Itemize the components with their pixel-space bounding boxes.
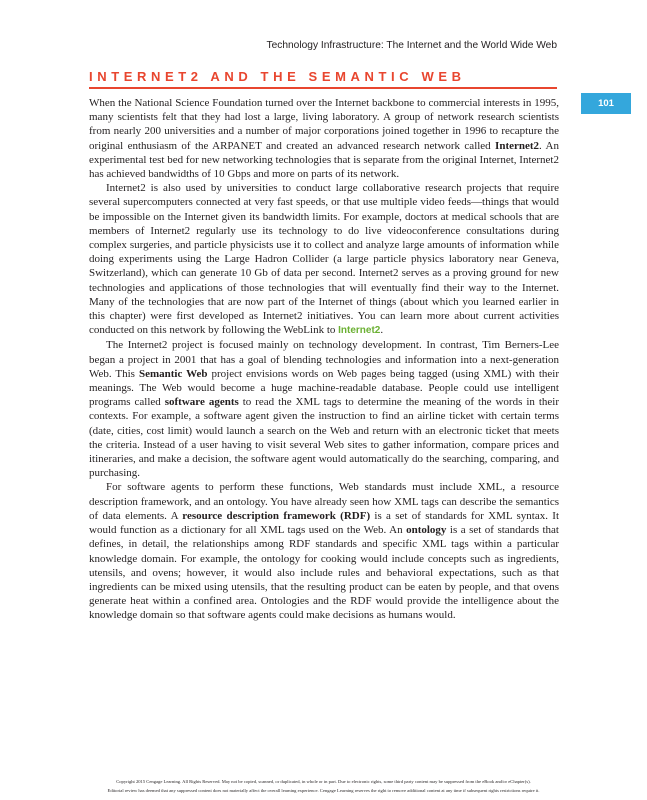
copyright-line-1: Copyright 2015 Cengage Learning. All Rights Reserved. May not be copied, scanned, or duplicated, in whole or in part. Due to electronic rights, some third party content may be suppressed from the eBook and/or eChapter(s).	[116, 779, 531, 784]
term-rdf: resource description framework (RDF)	[182, 509, 371, 522]
term-software-agents: software agents	[164, 396, 239, 409]
body-text	[89, 96, 559, 623]
weblink-internet2[interactable]: Internet2	[338, 325, 381, 337]
section-title-rule	[89, 87, 557, 89]
paragraph-1-text-1: When the National Science Foundation turned over the Internet backbone to commercial interests in 1995, many scientists felt that they had lost a large, living laboratory. A group of network research scientists from nearly 200 universities and a number of major corporations joined together in 1996 to recapture the original enthusiasm of the ARPANET and created an advanced research network called	[89, 97, 559, 152]
paragraph-4	[89, 480, 559, 622]
paragraph-3-text-3: to read the XML tags to determine the meaning of the words in their contexts. For example, a software agent given the instruction to find an airline ticket with certain terms (date, cities, cost limit) would launch a search on the Web and return with an electronic ticket that meets the criteria. Instead of a user having to visit several Web sites to gather information, compare prices and itineraries, and make a decision, the software agent would automatically do the searching, comparing, and purchasing.	[89, 396, 559, 480]
paragraph-3	[89, 338, 559, 480]
page-number: 101	[598, 98, 614, 109]
page-number-tab	[581, 93, 631, 114]
paragraph-1-text-2: . An experimental test bed for new networking technologies that is separate from the original Internet, Internet2 has achieved bandwidths of 10 Gbps and more on parts of its network.	[89, 139, 559, 181]
paragraph-3-text-2: project envisions words on Web pages being tagged (using XML) with their meanings. The Web would become a huge machine-readable database. People could use intelligent programs called	[89, 367, 560, 409]
paragraph-2-text-2: .	[380, 324, 384, 337]
paragraph-2-text-1: Internet2 is also used by universities to conduct large collaborative research projects that require several supercomputers connected at very fast speeds, or that use multiple video feeds—things that would be impossible on the Internet given its bandwidth limits. For example, doctors at medical schools that are members of Internet2 regularly use its technology to do live videoconference consultations during complex surgeries, and particle physicists use it to collect and analyze large amounts of information while doing experiments using the Large Hadron Collider (a large particle physics laboratory near Geneva, Switzerland), which can generate 10 Gb of data per second. Internet2 serves as a proving ground for new technologies and applications of those technologies that will eventually find their way to the Internet. Many of the technologies that are now part of the Internet of things (about which you learned earlier in this chapter) were first developed as Internet2 initiatives. You can learn more about current activities conducted on this network by following the WebLink to	[89, 182, 559, 337]
paragraph-4-text-1: For software agents to perform these functions, Web standards must include XML, a resource description framework, and an ontology. You have already seen how XML tags can describe the semantics of data elements. A	[89, 481, 559, 522]
copyright-footer	[0, 778, 647, 795]
term-internet2: Internet2	[495, 139, 540, 152]
paragraph-4-text-3: is a set of standards that defines, in detail, the relationships among RDF standards and specific XML tags within a particular knowledge domain. For example, the ontology for cooking would include concepts such as ingredients, utensils, and ovens; however, it would also include rules and behavioral expectations, such as that ingredients can be mixed using utensils, that the resulting product can be eaten by people, and that ovens generate heat within a confined area. Ontologies and the RDF would provide the intelligence about the knowledge domain so that software agents could make decisions as humans would.	[89, 524, 559, 622]
paragraph-4-text-2: is a set of standards for XML syntax. It would function as a dictionary for all XML tags used on the Web. An	[89, 509, 560, 537]
copyright-line-2: Editorial review has deemed that any suppressed content does not materially affect the overall learning experience. Cengage Learning reserves the right to remove additional content at any time if subsequent rights restrictions require it.	[107, 787, 540, 793]
paragraph-1	[89, 96, 559, 181]
term-ontology: ontology	[406, 524, 447, 537]
paragraph-2	[89, 181, 559, 338]
running-head: Technology Infrastructure: The Internet and the World Wide Web	[266, 40, 557, 51]
paragraph-3-text-1: The Internet2 project is focused mainly on technology development. In contrast, Tim Berners-Lee began a project in 2001 that has a goal of blending technologies and information into a next-generation Web. This	[89, 339, 559, 380]
section-title: INTERNET2 AND THE SEMANTIC WEB	[89, 69, 466, 84]
term-semantic-web: Semantic Web	[138, 367, 208, 380]
